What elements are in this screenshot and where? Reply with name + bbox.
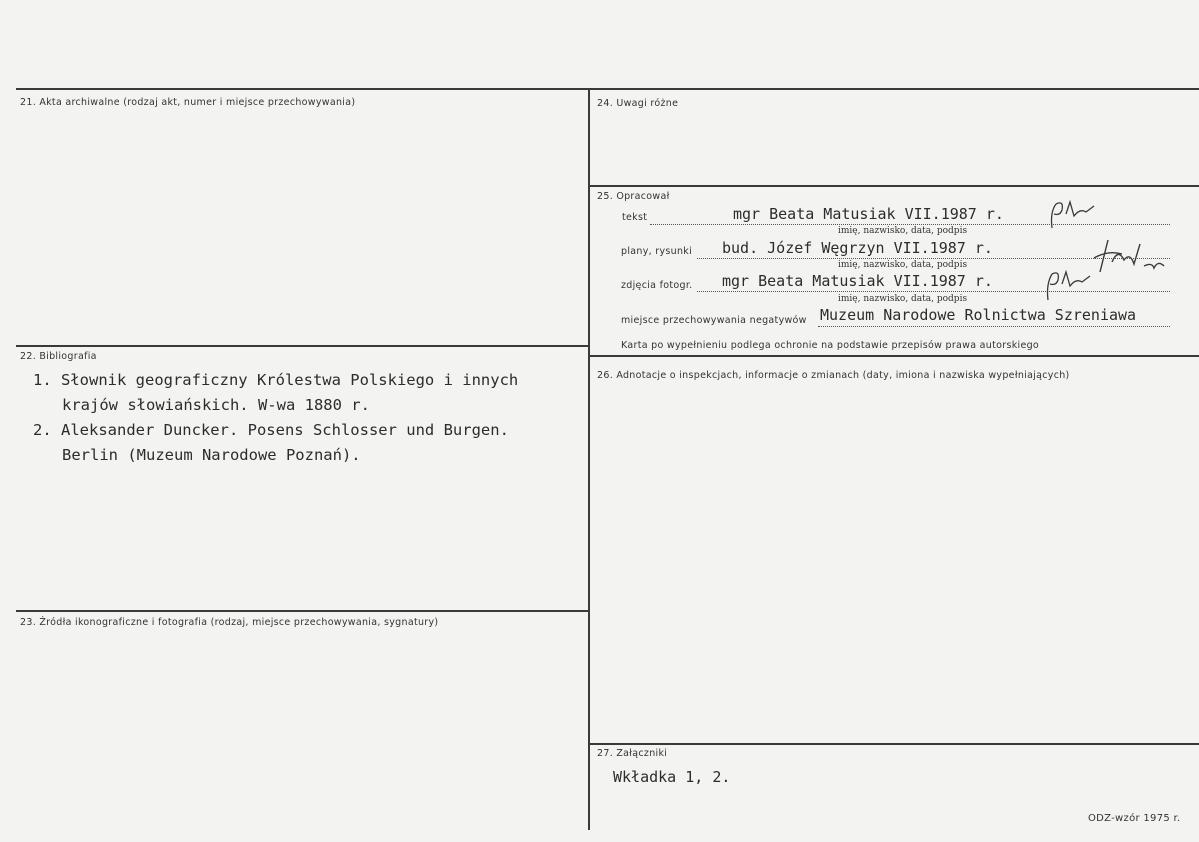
section-24-label: 24. Uwagi różne xyxy=(597,98,679,109)
bibliography-item-1-line-1: 1. Słownik geograficzny Królestwa Polskiego i innych xyxy=(33,371,519,389)
top-border xyxy=(16,88,1199,90)
form-id: ODZ-wzór 1975 r. xyxy=(1088,813,1181,824)
signature-drawings xyxy=(1088,236,1168,276)
divider-22-23 xyxy=(16,610,588,612)
column-divider xyxy=(588,90,590,830)
attachments-value: Wkładka 1, 2. xyxy=(613,768,731,786)
bibliography-item-1-line-2: krajów słowiańskich. W-wa 1880 r. xyxy=(62,396,370,414)
section-21-label: 21. Akta archiwalne (rodzaj akt, numer i miejsce przechowywania) xyxy=(20,97,356,108)
field-value-photos: mgr Beata Matusiak VII.1987 r. xyxy=(722,272,993,290)
field-value-text: mgr Beata Matusiak VII.1987 r. xyxy=(733,205,1004,223)
section-27-label: 27. Załączniki xyxy=(597,748,668,759)
bibliography-item-2-line-1: 2. Aleksander Duncker. Posens Schlosser und Burgen. xyxy=(33,421,509,439)
negatives-label: miejsce przechowywania negatywów xyxy=(621,315,807,326)
divider-25-26 xyxy=(590,355,1199,357)
divider-21-22 xyxy=(16,345,588,347)
field-caption-photos: imię, nazwisko, data, podpis xyxy=(838,294,968,304)
bibliography-item-2-line-2: Berlin (Muzeum Narodowe Poznań). xyxy=(62,446,361,464)
section-22-label: 22. Bibliografia xyxy=(20,351,97,362)
signature-photos xyxy=(1040,268,1100,302)
section-23-label: 23. Źródła ikonograficzne i fotografia (rodzaj, miejsce przechowywania, sygnatury) xyxy=(20,617,439,628)
signature-text xyxy=(1042,198,1102,232)
field-label-photos: zdjęcia fotogr. xyxy=(621,280,693,291)
field-caption-drawings: imię, nazwisko, data, podpis xyxy=(838,260,968,270)
field-label-text: tekst xyxy=(622,212,648,223)
negatives-line xyxy=(818,326,1170,327)
divider-24-25 xyxy=(590,185,1199,187)
section-26-label: 26. Adnotacje o inspekcjach, informacje o zmianach (daty, imiona i nazwiska wypełniających) xyxy=(597,370,1070,381)
divider-26-27 xyxy=(590,743,1199,745)
copyright-note: Karta po wypełnieniu podlega ochronie na podstawie przepisów prawa autorskiego xyxy=(621,340,1040,351)
field-value-drawings: bud. Józef Węgrzyn VII.1987 r. xyxy=(722,239,993,257)
field-caption-text: imię, nazwisko, data, podpis xyxy=(838,226,968,236)
section-25-label: 25. Opracował xyxy=(597,191,670,202)
negatives-value: Muzeum Narodowe Rolnictwa Szreniawa xyxy=(820,306,1137,324)
field-label-drawings: plany, rysunki xyxy=(621,246,693,257)
